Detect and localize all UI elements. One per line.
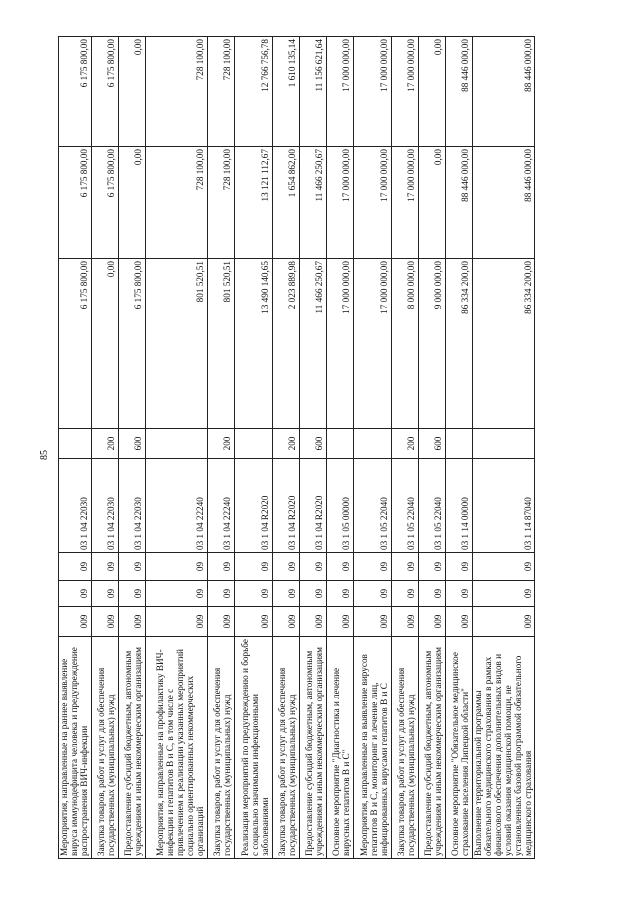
row-code-cell: 009 (418, 607, 445, 637)
row-amount-2-cell: 1 654 862,00 (272, 147, 299, 259)
row-amount-2-cell: 17 000 000,00 (391, 147, 418, 259)
row-section-cell: 09 (145, 581, 207, 607)
row-amount-3-cell: 728 100,00 (145, 37, 207, 147)
row-code-cell: 009 (299, 607, 326, 637)
row-name-cell: Закупка товаров, работ и услуг для обеспечения государственных (муниципальных) нужд (91, 637, 118, 859)
row-csr-cell: 03 1 05 22040 (418, 459, 445, 553)
table-row (234, 37, 272, 859)
budget-table-body (59, 37, 535, 859)
row-name-cell: Основное мероприятие "Обязательное медицинское страхование населения Липецкой области" (445, 637, 472, 859)
budget-table (58, 36, 535, 859)
table-row (59, 37, 92, 859)
row-name-cell: Закупка товаров, работ и услуг для обеспечения государственных (муниципальных) нужд (272, 637, 299, 859)
row-code-cell: 009 (445, 607, 472, 637)
row-name-cell: Предоставление субсидий бюджетным, автономным учреждениям и иным некоммерческим организациям (299, 637, 326, 859)
row-subsection-cell: 09 (472, 553, 535, 581)
table-row (326, 37, 353, 859)
row-amount-1-cell: 801 520,51 (145, 259, 207, 429)
row-vr-cell: 600 (118, 429, 145, 459)
row-csr-cell: 03 1 05 22040 (391, 459, 418, 553)
row-amount-1-cell: 6 175 800,00 (118, 259, 145, 429)
row-amount-1-cell: 0,00 (91, 259, 118, 429)
row-amount-1-cell: 86 334 200,00 (472, 259, 535, 429)
row-amount-3-cell: 728 100,00 (207, 37, 234, 147)
row-section-cell: 09 (59, 581, 92, 607)
row-subsection-cell: 09 (145, 553, 207, 581)
row-section-cell: 09 (207, 581, 234, 607)
row-csr-cell: 03 1 04 22240 (207, 459, 234, 553)
row-section-cell: 09 (234, 581, 272, 607)
row-vr-cell (145, 429, 207, 459)
row-amount-2-cell: 17 000 000,00 (326, 147, 353, 259)
row-amount-1-cell: 8 000 000,00 (391, 259, 418, 429)
row-amount-2-cell: 6 175 800,00 (91, 147, 118, 259)
row-amount-3-cell: 11 156 621,64 (299, 37, 326, 147)
row-vr-cell: 200 (272, 429, 299, 459)
row-vr-cell (234, 429, 272, 459)
row-subsection-cell: 09 (326, 553, 353, 581)
row-csr-cell: 03 1 04 22240 (145, 459, 207, 553)
row-amount-1-cell: 86 334 200,00 (445, 259, 472, 429)
table-row (472, 37, 535, 859)
row-subsection-cell: 09 (299, 553, 326, 581)
row-amount-1-cell: 17 000 000,00 (326, 259, 353, 429)
row-subsection-cell: 09 (272, 553, 299, 581)
row-amount-3-cell: 17 000 000,00 (353, 37, 391, 147)
row-amount-3-cell: 17 000 000,00 (391, 37, 418, 147)
row-amount-2-cell: 0,00 (118, 147, 145, 259)
row-name-cell: Закупка товаров, работ и услуг для обеспечения государственных (муниципальных) нужд (391, 637, 418, 859)
row-csr-cell: 03 1 14 87040 (472, 459, 535, 553)
row-amount-1-cell: 9 000 000,00 (418, 259, 445, 429)
row-name-cell: Мероприятия, направленные на раннее выявление вируса иммунодефицита человека и предупреждение распространения ВИЧ-инфекции (59, 637, 92, 859)
row-code-cell: 009 (145, 607, 207, 637)
row-vr-cell (353, 429, 391, 459)
row-amount-2-cell: 0,00 (418, 147, 445, 259)
row-csr-cell: 03 1 14 00000 (445, 459, 472, 553)
row-amount-3-cell: 17 000 000,00 (326, 37, 353, 147)
row-csr-cell: 03 1 04 R2020 (299, 459, 326, 553)
row-csr-cell: 03 1 05 22040 (353, 459, 391, 553)
row-subsection-cell: 09 (59, 553, 92, 581)
row-subsection-cell: 09 (91, 553, 118, 581)
table-row (118, 37, 145, 859)
row-vr-cell (326, 429, 353, 459)
row-name-cell: Мероприятия, направленные на профилактику ВИЧ-инфекции и гепатитов В и С, в том числе с привлечением к реализации указанных мероприятий социально ориентированных некоммерческих организаций (145, 637, 207, 859)
row-amount-1-cell: 17 000 000,00 (353, 259, 391, 429)
row-csr-cell: 03 1 05 00000 (326, 459, 353, 553)
row-amount-3-cell: 88 446 000,00 (445, 37, 472, 147)
row-csr-cell: 03 1 04 R2020 (234, 459, 272, 553)
row-amount-3-cell: 0,00 (118, 37, 145, 147)
table-row (445, 37, 472, 859)
row-vr-cell (472, 429, 535, 459)
row-section-cell: 09 (91, 581, 118, 607)
table-row (353, 37, 391, 859)
row-section-cell: 09 (118, 581, 145, 607)
row-amount-2-cell: 88 446 000,00 (445, 147, 472, 259)
row-section-cell: 09 (472, 581, 535, 607)
row-amount-1-cell: 801 520,51 (207, 259, 234, 429)
row-name-cell: Основное мероприятие "Диагностика и лечение вирусных гепатитов В и С" (326, 637, 353, 859)
rotated-table-inner (58, 37, 533, 859)
row-name-cell: Реализация мероприятий по предупреждению и борьбе с социально значимыми инфекционными заболеваниями (234, 637, 272, 859)
row-amount-1-cell: 13 490 140,65 (234, 259, 272, 429)
table-row (272, 37, 299, 859)
row-code-cell: 009 (207, 607, 234, 637)
table-row (418, 37, 445, 859)
row-vr-cell: 200 (391, 429, 418, 459)
row-code-cell: 009 (326, 607, 353, 637)
row-vr-cell: 600 (418, 429, 445, 459)
row-section-cell: 09 (299, 581, 326, 607)
row-amount-3-cell: 0,00 (418, 37, 445, 147)
table-row (145, 37, 207, 859)
row-code-cell: 009 (272, 607, 299, 637)
row-subsection-cell: 09 (207, 553, 234, 581)
row-amount-1-cell: 11 466 250,67 (299, 259, 326, 429)
row-section-cell: 09 (326, 581, 353, 607)
row-csr-cell: 03 1 04 22030 (59, 459, 92, 553)
row-vr-cell: 200 (207, 429, 234, 459)
row-name-cell: Мероприятия, направленные на выявление вирусов гепатитов В и С, мониторинг и лечение лиц, инфицированных вирусами гепатитов В и С (353, 637, 391, 859)
row-subsection-cell: 09 (118, 553, 145, 581)
row-amount-2-cell: 728 100,00 (207, 147, 234, 259)
row-code-cell: 009 (353, 607, 391, 637)
table-row (207, 37, 234, 859)
row-vr-cell: 200 (91, 429, 118, 459)
row-subsection-cell: 09 (234, 553, 272, 581)
row-section-cell: 09 (391, 581, 418, 607)
table-row (91, 37, 118, 859)
row-subsection-cell: 09 (391, 553, 418, 581)
row-name-cell: Предоставление субсидий бюджетным, автономным учреждениям и иным некоммерческим организациям (118, 637, 145, 859)
row-vr-cell: 600 (299, 429, 326, 459)
row-amount-2-cell: 728 100,00 (145, 147, 207, 259)
row-amount-1-cell: 2 023 889,98 (272, 259, 299, 429)
page-number: 85 (39, 450, 50, 460)
row-csr-cell: 03 1 04 22030 (91, 459, 118, 553)
table-row (391, 37, 418, 859)
row-code-cell: 009 (59, 607, 92, 637)
row-subsection-cell: 09 (353, 553, 391, 581)
row-amount-1-cell: 6 175 800,00 (59, 259, 92, 429)
row-amount-3-cell: 6 175 800,00 (91, 37, 118, 147)
row-amount-3-cell: 88 446 000,00 (472, 37, 535, 147)
row-code-cell: 009 (234, 607, 272, 637)
row-code-cell: 009 (472, 607, 535, 637)
row-amount-2-cell: 17 000 000,00 (353, 147, 391, 259)
row-name-cell: Предоставление субсидий бюджетным, автономным учреждениям и иным некоммерческим организациям (418, 637, 445, 859)
row-amount-3-cell: 6 175 800,00 (59, 37, 92, 147)
row-section-cell: 09 (445, 581, 472, 607)
row-code-cell: 009 (391, 607, 418, 637)
row-amount-2-cell: 6 175 800,00 (59, 147, 92, 259)
row-subsection-cell: 09 (418, 553, 445, 581)
row-name-cell: Закупка товаров, работ и услуг для обеспечения государственных (муниципальных) нужд (207, 637, 234, 859)
row-code-cell: 009 (91, 607, 118, 637)
row-amount-3-cell: 12 766 756,78 (234, 37, 272, 147)
rotated-table-frame (58, 37, 533, 859)
row-vr-cell (59, 429, 92, 459)
row-subsection-cell: 09 (445, 553, 472, 581)
row-section-cell: 09 (353, 581, 391, 607)
row-amount-2-cell: 88 446 000,00 (472, 147, 535, 259)
row-code-cell: 009 (118, 607, 145, 637)
row-amount-2-cell: 11 466 250,67 (299, 147, 326, 259)
row-csr-cell: 03 1 04 22030 (118, 459, 145, 553)
row-name-cell: Выполнение территориальной программы обязательного медицинского страхования в рамках финансового обеспечения дополнительных видов и условий оказания медицинской помощи, не установленных базовой программой обязательного медицинского страхования (472, 637, 535, 859)
table-row (299, 37, 326, 859)
row-csr-cell: 03 1 04 R2020 (272, 459, 299, 553)
row-section-cell: 09 (272, 581, 299, 607)
row-amount-2-cell: 13 121 112,67 (234, 147, 272, 259)
row-section-cell: 09 (418, 581, 445, 607)
row-amount-3-cell: 1 610 135,14 (272, 37, 299, 147)
row-vr-cell (445, 429, 472, 459)
